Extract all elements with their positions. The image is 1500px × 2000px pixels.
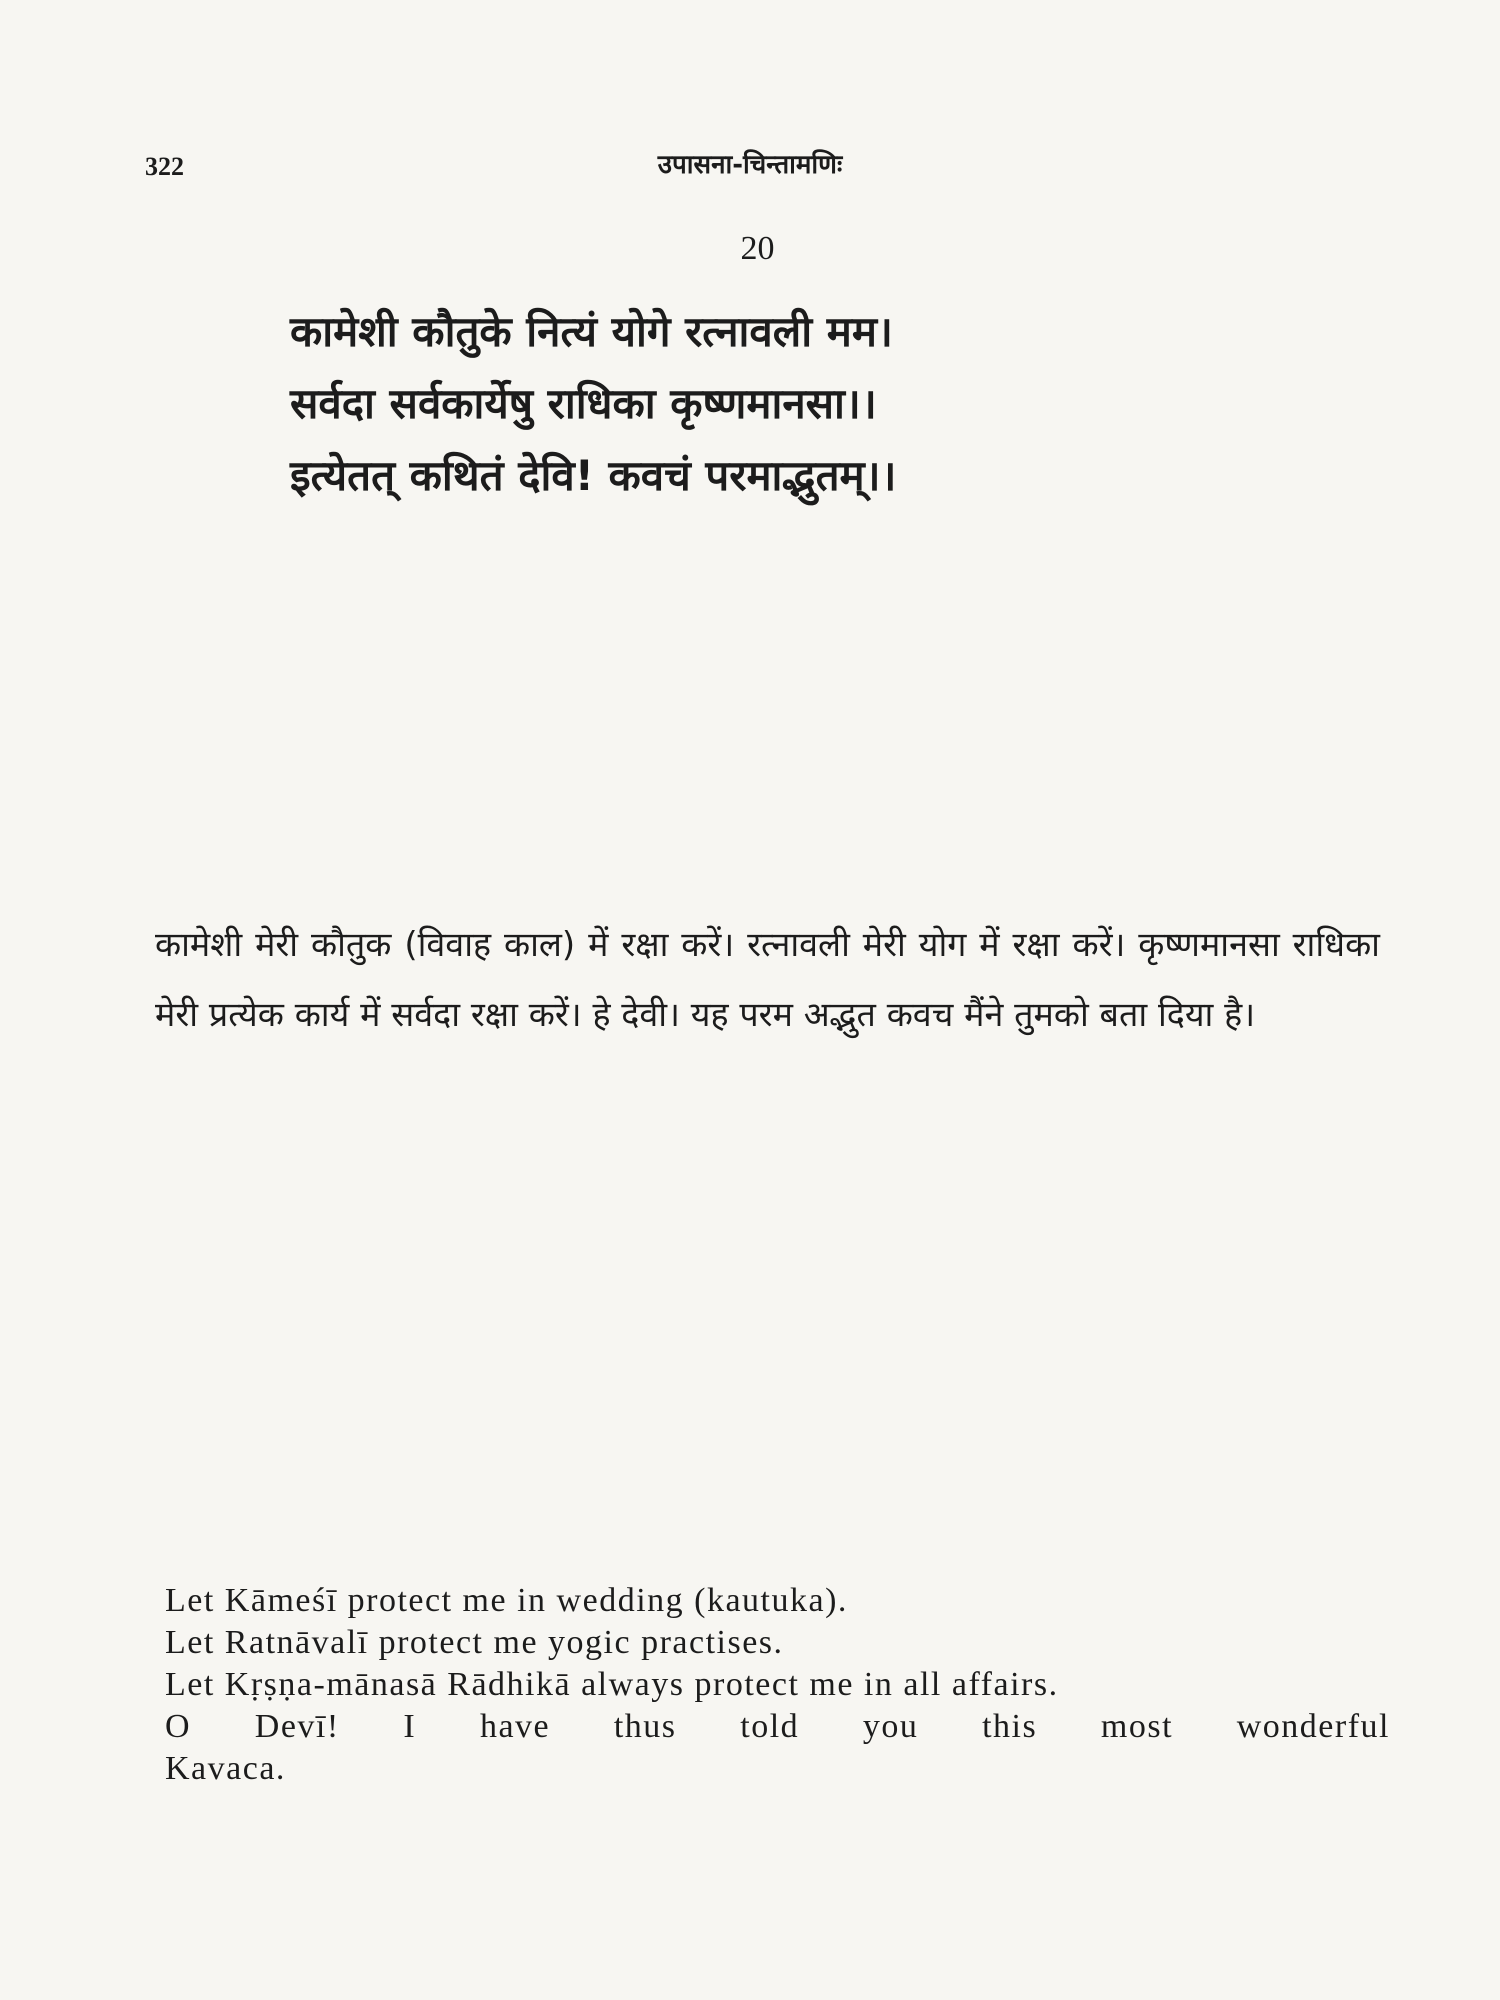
- page-number: 322: [145, 152, 184, 181]
- english-line: Let Kṛṣṇa-mānasā Rādhikā always protect me in all affairs.: [165, 1666, 1059, 1703]
- verse-line: कामेशी कौतुके नित्यं योगे रत्नावली मम।: [290, 307, 893, 356]
- verse-line: सर्वदा सर्वकार्येषु राधिका कृष्णमानसा।।: [290, 379, 877, 428]
- verse-line: इत्येतत् कथितं देवि! कवचं परमाद्भुतम्।।: [290, 451, 897, 500]
- english-line: Let Kāmeśī protect me in wedding (kautuka).: [165, 1582, 848, 1619]
- english-line: Kavaca.: [165, 1750, 286, 1787]
- english-line: O Devī! I have thus told you this most wonderful: [165, 1708, 1390, 1745]
- hindi-translation: कामेशी मेरी कौतुक (विवाह काल) में रक्षा करें। रत्नावली मेरी योग में रक्षा करें। कृष्णमानसा राधिका मेरी प्रत्येक कार्य में सर्वदा रक्षा करें। हे देवी। यह परम अद्भुत कवच मैंने तुमको बता दिया है।: [155, 925, 1380, 1035]
- english-line: Let Ratnāvalī protect me yogic practises.: [165, 1624, 784, 1661]
- english-translation: [165, 1580, 1390, 1790]
- sanskrit-verse: [290, 296, 1290, 512]
- running-title: उपासना-चिन्तामणिः: [657, 150, 843, 180]
- verse-number: 20: [740, 230, 775, 267]
